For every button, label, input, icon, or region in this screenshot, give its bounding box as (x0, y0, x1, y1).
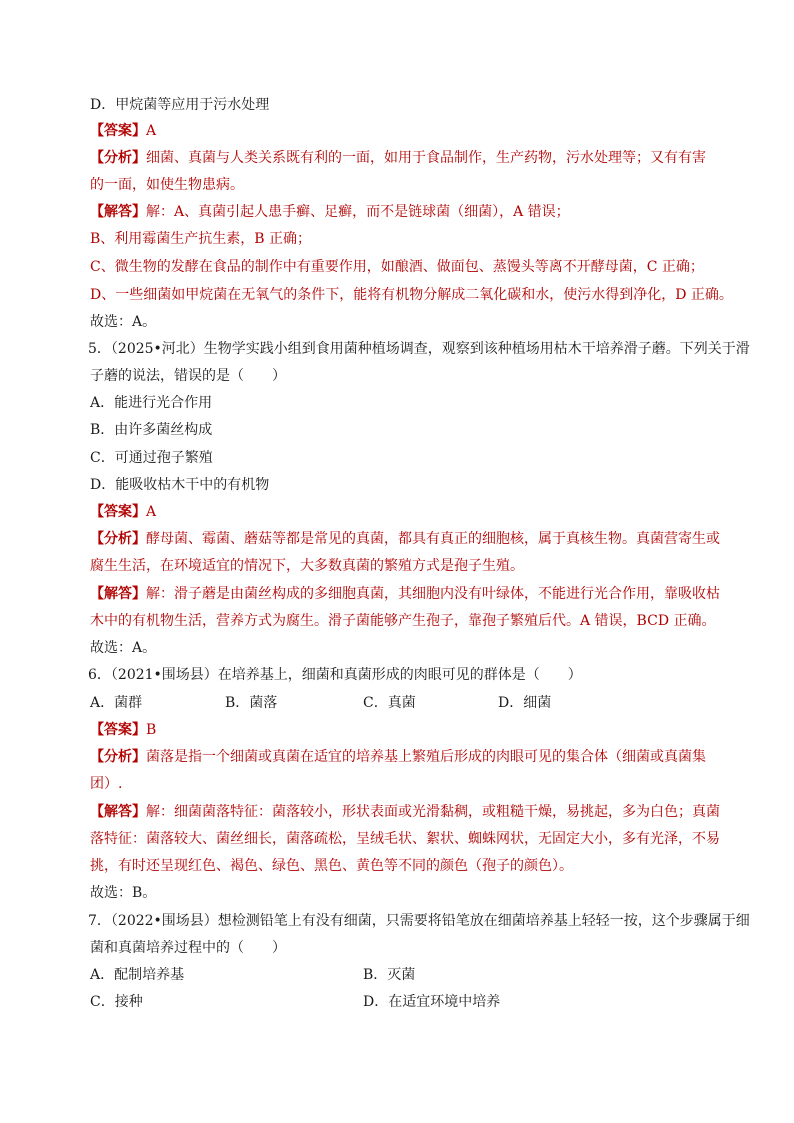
answer-value: A (146, 504, 157, 520)
q5-option-d: D．能吸收枯木干中的有机物 (90, 477, 270, 493)
q4-choose: 故选：A。 (90, 314, 157, 330)
answer-value: B (146, 722, 157, 738)
q7-option-a: A．配制培养基 (90, 967, 185, 983)
q6-solution-cont: 落特征：菌落较大、菌丝细长，菌落疏松，呈绒毛状、絮状、蜘蛛网状，无固定大小，多有光泽，不易 (90, 831, 720, 847)
analysis-tag: 【分析】 (90, 749, 146, 765)
q5-stem-cont: 子蘑的说法，错误的是（ ） (90, 368, 286, 384)
q5-analysis (90, 528, 730, 550)
q4-analysis (90, 147, 730, 169)
q6-solution-cont2: 挑，有时还呈现红色、褐色、绿色、黑色、黄色等不同的颜色（孢子的颜色）。 (90, 858, 573, 874)
answer-tag: 【答案】 (90, 123, 146, 139)
q7-stem-cont: 菌和真菌培养过程中的（ ） (90, 940, 286, 956)
q5-analysis-cont: 腐生生活，在环境适宜的情况下，大多数真菌的繁殖方式是孢子生殖。 (90, 558, 524, 574)
analysis-tag: 【分析】 (90, 531, 146, 547)
q7-option-c: C．接种 (90, 994, 143, 1010)
q5-option-b: B．由许多菌丝构成 (90, 422, 213, 438)
q4-analysis-cont: 的一面，如使生物患病。 (90, 177, 244, 193)
solution-tag: 【解答】 (90, 804, 146, 820)
solution-tag: 【解答】 (90, 204, 146, 220)
q5-choose: 故选：A。 (90, 640, 157, 656)
analysis-tag: 【分析】 (90, 150, 146, 166)
q5-solution (90, 583, 730, 605)
q4-answer (90, 120, 730, 142)
q4-solution (90, 201, 730, 223)
q6-option-a: A．菌群 (90, 695, 143, 711)
solution-text: 解：细菌菌落特征：菌落较小，形状表面或光滑黏稠，或粗糙干燥，易挑起，多为白色；真菌 (146, 804, 720, 820)
analysis-text: 酵母菌、霉菌、蘑菇等都是常见的真菌，都具有真正的细胞核，属于真核生物。真菌营寄生或 (146, 531, 720, 547)
q7-option-d: D．在适宜环境中培养 (363, 994, 501, 1010)
q6-stem: 6．（2021•围场县）在培养基上，细菌和真菌形成的肉眼可见的群体是（ ） (88, 667, 582, 683)
solution-tag: 【解答】 (90, 586, 146, 602)
q5-stem: 5．（2025•河北）生物学实践小组到食用菌种植场调查，观察到该种植场用枯木干培养滑子蘑。下列关于滑 (88, 341, 750, 357)
q6-choose: 故选：B。 (90, 885, 157, 901)
q5-option-c: C．可通过孢子繁殖 (90, 450, 213, 466)
q5-option-a: A．能进行光合作用 (90, 395, 213, 411)
solution-text: 解：滑子蘑是由菌丝构成的多细胞真菌，其细胞内没有叶绿体，不能进行光合作用，靠吸收枯 (146, 586, 720, 602)
solution-text: 解：A、真菌引起人患手癣、足癣，而不是链球菌（细菌），A 错误； (146, 204, 570, 220)
answer-tag: 【答案】 (90, 722, 146, 738)
q4-solution-d: D、一些细菌如甲烷菌在无氧气的条件下，能将有机物分解成二氧化碳和水，使污水得到净化，D 正确。 (90, 287, 733, 303)
q6-answer (90, 719, 730, 741)
analysis-text: 菌落是指一个细菌或真菌在适宜的培养基上繁殖后形成的肉眼可见的集合体（细菌或真菌集 (146, 749, 706, 765)
q4-solution-b: B、利用霉菌生产抗生素，B 正确； (90, 231, 312, 247)
q6-option-c: C．真菌 (363, 695, 416, 711)
q6-analysis-cont: 团）. (90, 776, 123, 792)
q6-option-d: D．细菌 (498, 695, 552, 711)
q6-option-b: B．菌落 (225, 695, 278, 711)
q4-option-d: D．甲烷菌等应用于污水处理 (90, 97, 270, 113)
analysis-text: 细菌、真菌与人类关系既有利的一面，如用于食品制作，生产药物，污水处理等；又有有害 (146, 150, 706, 166)
q5-solution-cont: 木中的有机物生活，营养方式为腐生。滑子菌能够产生孢子，靠孢子繁殖后代。A 错误，BCD 正确。 (90, 613, 716, 629)
q7-option-b: B．灭菌 (363, 967, 416, 983)
q6-analysis (90, 746, 730, 768)
answer-tag: 【答案】 (90, 504, 146, 520)
q6-solution (90, 801, 730, 823)
q7-stem: 7．（2022•围场县）想检测铅笔上有没有细菌，只需要将铅笔放在细菌培养基上轻轻一按，这个步骤属于细 (88, 913, 750, 929)
q4-solution-c: C、微生物的发酵在食品的制作中有重要作用，如酿酒、做面包、蒸馒头等离不开酵母菌，C 正确； (90, 259, 704, 275)
answer-value: A (146, 123, 157, 139)
q5-answer (90, 501, 730, 523)
